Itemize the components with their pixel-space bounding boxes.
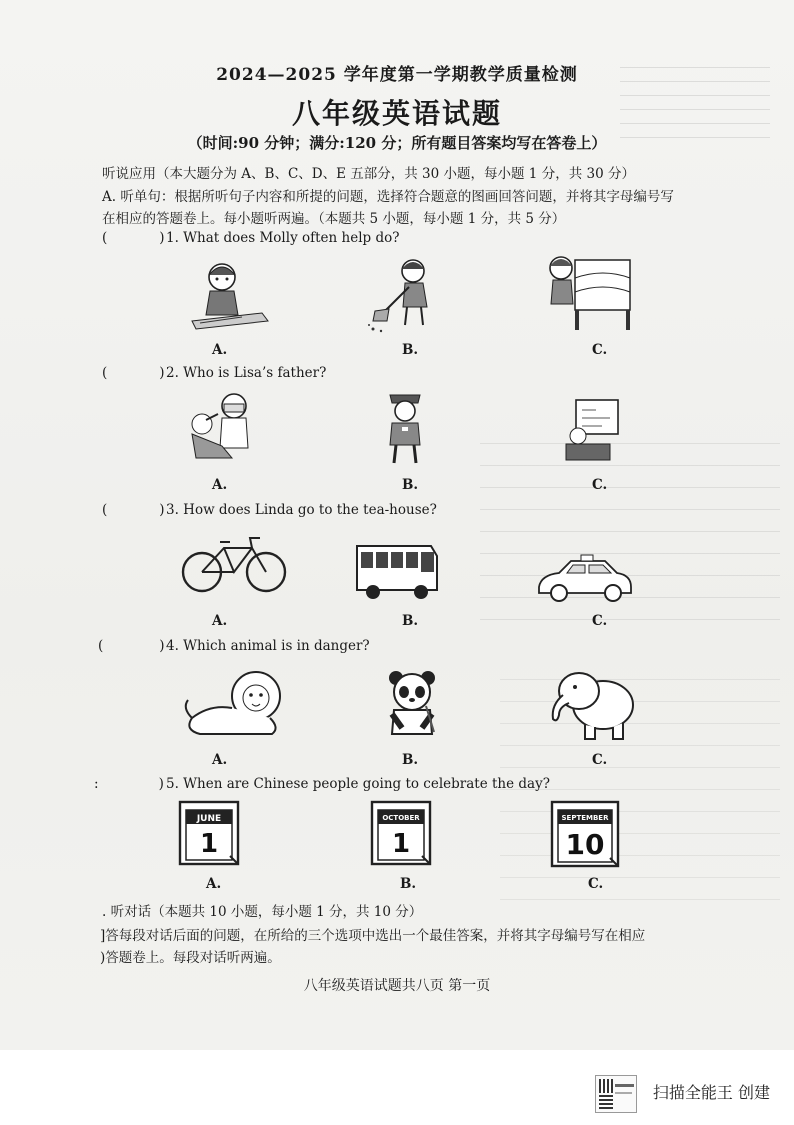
question-2-text: 2. Who is Lisa’s father? (166, 365, 327, 381)
calendar-month: OCTOBER (382, 814, 420, 822)
calendar-june-icon (178, 798, 240, 868)
police-officer-icon (380, 385, 430, 467)
q3-option-c[interactable]: C. (592, 613, 608, 629)
dentist-icon (182, 388, 262, 466)
q4-option-a[interactable]: A. (212, 752, 228, 768)
q1-option-a[interactable]: A. (212, 342, 228, 358)
q4-option-b[interactable]: B. (402, 752, 419, 768)
panda-icon (386, 670, 438, 740)
bicycle-icon (180, 534, 288, 594)
lion-icon (180, 668, 288, 740)
exam-instructions: （时间:90 分钟；满分:120 分；所有题目答案均写在答卷上） (187, 134, 607, 152)
question-4-paren[interactable]: ( ) (98, 638, 165, 654)
taxi-icon (535, 555, 635, 605)
question-3-paren[interactable]: ( ) (102, 502, 165, 518)
calendar-september-icon (550, 798, 620, 870)
calendar-october-icon (370, 798, 432, 868)
question-4-text: 4. Which animal is in danger? (166, 638, 370, 654)
page-footer: 八年级英语试题共八页 第一页 (303, 978, 491, 994)
calendar-day: 1 (391, 829, 411, 859)
q1-option-c[interactable]: C. (592, 342, 608, 358)
question-1-text: 1. What does Molly often help do? (166, 230, 400, 246)
q5-option-b[interactable]: B. (400, 876, 417, 892)
q3-option-b[interactable]: B. (402, 613, 419, 629)
question-5-text: 5. When are Chinese people going to celebrate the day? (166, 776, 550, 792)
part-b-heading: . 听对话（本题共 10 小题，每小题 1 分，共 10 分） (102, 904, 423, 920)
q2-option-c[interactable]: C. (592, 477, 608, 493)
exam-year-title: 2024—2025 学年度第一学期教学质量检测 (216, 65, 578, 85)
q3-option-a[interactable]: A. (212, 613, 228, 629)
q4-option-c[interactable]: C. (592, 752, 608, 768)
calendar-month: JUNE (196, 814, 222, 824)
calendar-month: SEPTEMBER (561, 814, 609, 822)
question-3-text: 3. How does Linda go to the tea-house? (166, 502, 437, 518)
teacher-icon (562, 398, 622, 463)
question-5-paren[interactable]: : ) (94, 776, 164, 792)
bus-icon (355, 540, 439, 602)
section-heading: 听说应用（本大题分为 A、B、C、D、E 五部分，共 30 小题，每小题 1 分，共 30 分） (102, 166, 635, 182)
part-b-instruction-1: ]答每段对话后面的问题，在所给的三个选项中选出一个最佳答案，并将其字母编号写在相应 (100, 928, 646, 944)
scanner-watermark: 扫描全能王 创建 (652, 1083, 770, 1102)
girl-crafting-icon (182, 255, 272, 335)
q5-option-c[interactable]: C. (588, 876, 604, 892)
question-1-paren[interactable]: ( ) (102, 230, 165, 246)
q1-option-b[interactable]: B. (402, 342, 419, 358)
exam-main-title: 八年级英语试题 (291, 97, 502, 130)
q2-option-b[interactable]: B. (402, 477, 419, 493)
girl-making-bed-icon (545, 248, 635, 333)
elephant-icon (545, 665, 637, 743)
q5-option-a[interactable]: A. (206, 876, 222, 892)
scanner-logo-icon (595, 1075, 637, 1113)
question-2-paren[interactable]: ( ) (102, 365, 165, 381)
girl-sweeping-icon (365, 255, 445, 335)
part-b-instruction-2: )答题卷上。每段对话听两遍。 (100, 950, 281, 966)
part-a-instruction-2: 在相应的答题卷上。每小题听两遍。（本题共 5 小题，每小题 1 分，共 5 分） (102, 211, 566, 227)
q2-option-a[interactable]: A. (212, 477, 228, 493)
part-a-instruction-1: A. 听单句：根据所听句子内容和所提的问题，选择符合题意的图画回答问题，并将其字母编号写 (102, 189, 674, 205)
calendar-day: 10 (565, 828, 605, 861)
calendar-day: 1 (199, 829, 219, 859)
